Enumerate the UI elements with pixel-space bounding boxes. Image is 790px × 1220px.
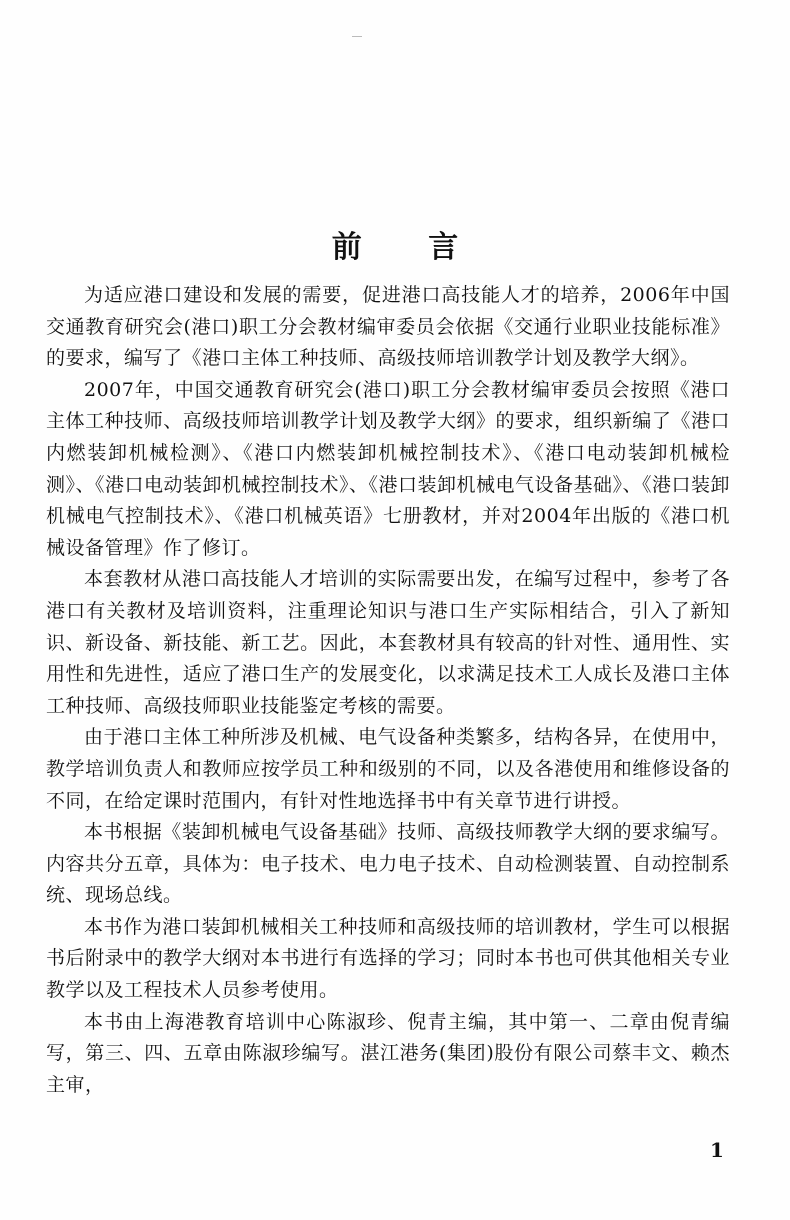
paragraph-1: 为适应港口建设和发展的需要，促进港口高技能人才的培养，2006年中国交通教育研究会(港口)职工分会教材编审委员会依据《交通行业职业技能标准》的要求，编写了《港口主体工种技师、高级技师培训教学计划及教学大纲》。: [46, 284, 730, 370]
scan-mark: [352, 36, 362, 37]
page-title: 前 言: [331, 230, 487, 266]
paragraph-5: 本书根据《装卸机械电气设备基础》技师、高级技师教学大纲的要求编写。内容共分五章，具体为：电子技术、电力电子技术、自动检测装置、自动控制系统、现场总线。: [46, 821, 730, 907]
paragraph-6: 本书作为港口装卸机械相关工种技师和高级技师的培训教材，学生可以根据书后附录中的教学大纲对本书进行有选择的学习；同时本书也可供其他相关专业教学以及工程技术人员参考使用。: [46, 915, 730, 1002]
paragraph-3: 本套教材从港口高技能人才培训的实际需要出发，在编写过程中，参考了各港口有关教材及培训资料，注重理论知识与港口生产实际相结合，引入了新知识、新设备、新技能、新工艺。因此，本套教材具有较高的针对性、通用性、实用性和先进性，适应了港口生产的发展变化，以求满足技术工人成长及港口主体工种技师、高级技师职业技能鉴定考核的需要。: [46, 568, 730, 717]
paragraph-2: 2007年，中国交通教育研究会(港口)职工分会教材编审委员会按照《港口主体工种技师、高级技师培训教学计划及教学大纲》的要求，组织新编了《港口内燃装卸机械检测》、《港口内燃装卸机械控制技术》、《港口电动装卸机械检测》、《港口电动装卸机械控制技术》、《港口装卸机械电气设备基础》、《港口装卸机械电气控制技术》、《港口机械英语》七册教材，并对2004年出版的《港口机械设备管理》作了修订。: [46, 378, 731, 559]
paragraph-7: 本书由上海港教育培训中心陈淑珍、倪青主编，其中第一、二章由倪青编写，第三、四、五章由陈淑珍编写。湛江港务(集团)股份有限公司蔡丰文、赖杰主审，: [46, 1010, 730, 1096]
paragraph-4: 由于港口主体工种所涉及机械、电气设备种类繁多，结构各异，在使用中，教学培训负责人和教师应按学员工种和级别的不同，以及各港使用和维修设备的不同，在给定课时范围内，有针对性地选择书中有关章节进行讲授。: [46, 726, 730, 812]
page-number: 1: [710, 1138, 724, 1162]
body-text: [46, 280, 730, 1101]
